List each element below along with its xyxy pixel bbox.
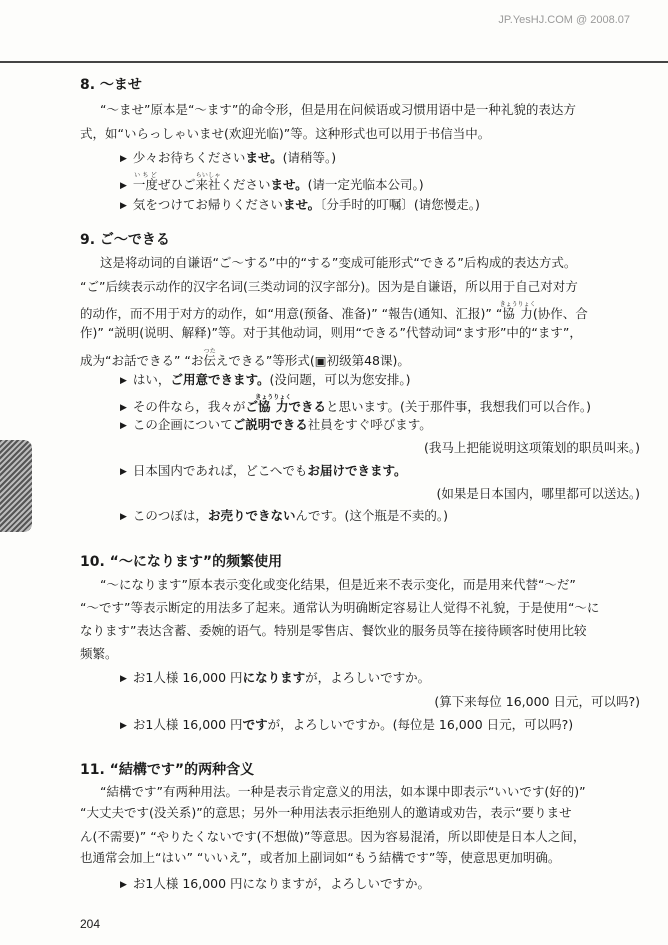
watermark: JP.YesHJ.COM @ 2008.07 xyxy=(498,14,630,26)
text-segment: 〔分手时的叮嘱〕(请您慢走。) xyxy=(320,197,480,212)
example-sentence xyxy=(120,669,430,688)
text-segment: この企画について xyxy=(132,417,233,432)
emphasis-text: お売りできない xyxy=(207,508,296,523)
bullet-arrow-icon: ▶ xyxy=(120,154,127,164)
text-segment: 这是将动词的自谦语“ご～する”中的“する”变成可能形式“できる”后构成的表达方式。 xyxy=(100,255,577,270)
text-segment: 気をつけてお帰りください xyxy=(132,197,283,212)
section-heading xyxy=(80,553,282,571)
emphasis-text: できる xyxy=(288,399,326,414)
example-sentence xyxy=(120,507,448,526)
section-heading xyxy=(80,231,170,249)
furigana: つた xyxy=(203,348,216,355)
paragraph-line xyxy=(80,804,572,822)
text-segment: (如果是日本国内，哪里都可以送达。) xyxy=(436,486,640,501)
bullet-arrow-icon: ▶ xyxy=(120,721,127,731)
ruby-base: 伝 xyxy=(203,353,216,368)
bullet-arrow-icon: ▶ xyxy=(120,467,127,477)
translation-line xyxy=(436,485,640,503)
emphasis-text xyxy=(255,394,292,414)
text-segment: (请稍等。) xyxy=(282,150,337,165)
bullet-arrow-icon: ▶ xyxy=(120,674,127,684)
ruby-base: 一度 xyxy=(132,177,158,192)
bullet-arrow-icon: ▶ xyxy=(120,512,127,522)
text-segment: (协作、合 xyxy=(532,306,588,321)
text-segment: (我马上把能说明这项策划的职员叫来。) xyxy=(423,440,640,455)
paragraph-line xyxy=(80,278,578,296)
text-segment xyxy=(132,172,158,192)
text-segment: お1人様 16,000 円 xyxy=(132,717,243,732)
emphasis-text: ご説明できる xyxy=(232,417,308,432)
text-segment xyxy=(203,348,216,368)
example-sentence xyxy=(120,875,430,894)
emphasis-text: お届けできます。 xyxy=(307,463,407,478)
header-rule xyxy=(0,61,668,63)
text-segment: “～ませ”原本是“～ます”的命令形，但是用在问候语或习惯用语中是一种礼貌的表达方 xyxy=(100,102,576,117)
text-segment: はい， xyxy=(132,372,171,387)
text-segment: 11. “結構です”的两种含义 xyxy=(80,762,255,778)
text-segment: “～になります”原本表示变化或变化结果，但是近来不表示变化，而是用来代替“～だ” xyxy=(100,577,576,592)
emphasis-text: です xyxy=(242,717,268,732)
text-segment: “結構です”有两种用法。一种是表示肯定意义的用法，如本课中即表示“いいです(好的)” xyxy=(100,784,586,799)
emphasis-text: ご xyxy=(245,399,258,414)
text-segment: (请一定光临本公司。) xyxy=(307,177,424,192)
page-number: 204 xyxy=(80,917,101,931)
text-segment: 式，如“いらっしゃいませ(欢迎光临)”等。这种形式也可以用于书信当中。 xyxy=(80,126,491,141)
section-heading xyxy=(80,76,142,94)
paragraph-line xyxy=(80,599,599,617)
emphasis-text: ませ。 xyxy=(245,150,283,165)
translation-line xyxy=(434,693,640,711)
paragraph-line xyxy=(80,348,410,370)
text-segment: が，よろしいですか。 xyxy=(305,670,431,685)
text-segment: と思います。(关于那件事，我想我们可以合作。) xyxy=(325,399,591,414)
example-sentence xyxy=(120,371,410,390)
text-segment: 作)” “説明(说明、解释)”等。对于其他动词，则用“できる”代替动词“ます形”中的“ます”， xyxy=(80,325,582,340)
text-segment xyxy=(499,301,536,321)
bullet-arrow-icon: ▶ xyxy=(120,201,127,211)
example-sentence xyxy=(120,196,480,215)
example-sentence xyxy=(120,172,424,195)
paragraph-line xyxy=(100,576,576,594)
furigana: らいしゃ xyxy=(195,172,221,179)
text-segment: ください xyxy=(220,177,271,192)
paragraph-line xyxy=(80,828,585,846)
paragraph-line xyxy=(80,125,490,143)
text-segment: 也通常会加上“はい” “いいえ”，或者加上副词如“もう結構です”等，使意思更加明确。 xyxy=(80,850,561,865)
text-segment: (没问题，可以为您安排。) xyxy=(269,372,411,387)
paragraph-line xyxy=(80,849,560,867)
text-segment: ぜひご xyxy=(157,177,196,192)
text-segment: 8. ～ませ xyxy=(80,77,142,93)
paragraph-line xyxy=(100,101,576,119)
text-segment: 9. ご～できる xyxy=(80,232,170,248)
text-segment: (算下来每位 16,000 日元，可以吗?) xyxy=(434,694,640,709)
emphasis-text: ご用意できます。 xyxy=(170,372,270,387)
text-segment: “大丈夫です(没关系)”的意思；另外一种用法表示拒绝别人的邀请或劝告，表示“要りませ xyxy=(80,805,572,820)
example-sentence xyxy=(120,716,573,735)
example-sentence xyxy=(120,462,406,481)
text-segment: えできる”等形式(▣初级第48课)。 xyxy=(215,353,410,368)
paragraph-line xyxy=(100,254,576,272)
text-segment: “～です”等表示断定的用法多了起来。通常认为明确断定容易让人觉得不礼貌，于是使用“～に xyxy=(80,600,600,615)
example-sentence xyxy=(120,416,432,435)
example-sentence xyxy=(120,149,336,168)
text-segment: 日本国内であれば，どこへでも xyxy=(132,463,308,478)
text-segment: 成为“お話できる” “お xyxy=(80,353,204,368)
text-segment: なります”表达含蓄、委婉的语气。特别是零售店、餐饮业的服务员等在接待顾客时使用比较 xyxy=(80,623,587,638)
emphasis-text: ませ。 xyxy=(270,177,308,192)
paragraph-line xyxy=(100,783,586,801)
text-segment: その件なら，我々が xyxy=(132,399,246,414)
text-segment: 少々お待ちください xyxy=(132,150,246,165)
furigana: きょうりょく xyxy=(499,301,536,308)
ruby-base: 協力 xyxy=(255,399,292,414)
bullet-arrow-icon: ▶ xyxy=(120,403,127,413)
ruby-base: 協力 xyxy=(499,306,536,321)
paragraph-line xyxy=(80,645,118,663)
furigana: きょうりょく xyxy=(255,394,292,401)
text-segment xyxy=(195,172,221,192)
paragraph-line xyxy=(80,324,582,342)
text-segment: “ご”后续表示动作的汉字名词(三类动词的汉字部分)。因为是自谦语，所以用于自己对对方 xyxy=(80,279,578,294)
example-sentence xyxy=(120,394,591,417)
paragraph-line xyxy=(80,622,586,640)
ruby-base: 来社 xyxy=(195,177,221,192)
text-segment: ん(不需要)” “やりたくないです(不想做)”等意思。因为容易混淆，所以即使是日本人之间， xyxy=(80,829,586,844)
emphasis-text: になります xyxy=(242,670,306,685)
text-segment: このつぼは， xyxy=(132,508,208,523)
bullet-arrow-icon: ▶ xyxy=(120,376,127,386)
bullet-arrow-icon: ▶ xyxy=(120,181,127,191)
translation-line xyxy=(424,439,640,457)
emphasis-text: ませ。 xyxy=(282,197,321,212)
bullet-arrow-icon: ▶ xyxy=(120,421,127,431)
text-segment: んです。(这个瓶是不卖的。) xyxy=(295,508,448,523)
section-heading xyxy=(80,761,254,779)
text-segment: が，よろしいですか。(每位是 16,000 日元，可以吗?) xyxy=(267,717,574,732)
text-segment: お1人様 16,000 円になりますが，よろしいですか。 xyxy=(132,876,431,891)
text-segment: 社員をすぐ呼びます。 xyxy=(307,417,432,432)
paragraph-line xyxy=(80,301,588,323)
text-segment: お1人様 16,000 円 xyxy=(132,670,243,685)
chapter-side-tab xyxy=(0,440,32,532)
furigana: いちど xyxy=(132,172,158,179)
text-segment: 频繁。 xyxy=(80,646,118,661)
text-segment: 10. “～になります”的频繁使用 xyxy=(80,554,283,570)
text-segment: 的动作，而不用于对方的动作，如“用意(预备、准备)” “報告(通知、汇报)” “ xyxy=(80,306,503,321)
bullet-arrow-icon: ▶ xyxy=(120,880,127,890)
